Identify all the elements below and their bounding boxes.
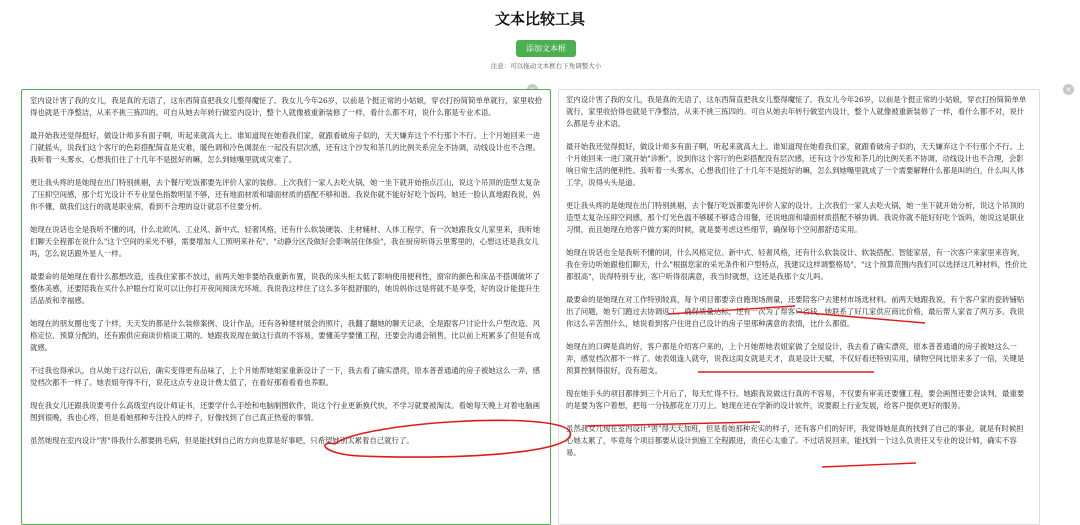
left-paragraph: 不过我也得承认，自从她干这行以后，确实变得更有品味了，上个月她帮她姐家重新设计了一下，我去看了确实漂亮，原本普普通通的房子被她这么一弄，感觉档次都不一样了。她表姐夸得不行，说花这点专业设计费太值了，在看好那看看看也养眼。: [30, 366, 540, 387]
text-panel-left[interactable]: [21, 89, 551, 525]
right-paragraph: 虽然我女儿现在室内设计"害"得天天加班，但是看她那种充实的样子，还有客户们的好评，我觉得她是真的找到了自己的事业，就是有时候担心她太累了，毕竟每个项目都要从设计到施工全程跟进，责任心太重了。不过话说回来，能找到一个这么负责任又专业的设计师，确实不容易。: [566, 424, 1024, 457]
close-right-panel-icon[interactable]: ×: [1063, 84, 1074, 95]
left-paragraph: 最开始我还觉得挺好，做设计师多有面子啊，听起来就高大上。谁知道现在她看我们家，就跟看破房子似的，天天嫌弃这个不行那个不行。上个月她回来一进门就摇头，说我们这个客厅的色彩搭配简直是灾难，暖色调和冷色调混在一起没有层次感，还有这个沙发和茶几的比例关系完全不协调，动线设计也不合理。我听着一头雾水，心想我们住了十几年不是挺好的嘛，怎么到她嘴里就成灾难了。: [30, 131, 540, 164]
left-paragraph: 现在我女儿还跟我说要考什么高级室内设计师证书，还要学什么手绘和电脑制图软件，说这个行业更新换代快，不学习就要被淘汰。看她每天晚上对着电脑画图到很晚，我也心疼，但是看她那种专注投入的样子，好像找到了自己真正热爱的事情。: [30, 401, 540, 422]
right-paragraph: 她现在说话也全是我听不懂的词，什么风格定位、新中式、轻奢风格，还有什么软装设计、软装搭配、智能家居，有一次客户来家里来咨询，我在旁边听她跟他们聊天，什么"根据您家的采光条件和户型特点，我建议这样调整格局"、"这个预算范围内我们可以选择这几种材料，性价比都很高"，说得特别专业，客户听得很满意，我当时就想，这还是我那个女儿吗。: [566, 248, 1028, 281]
right-paragraph: 更让我头疼的是她现在出门特别挑剔，去个餐厅吃饭都要先评价人家的设计。上次我们一家人去吃火锅，她一坐下就开始分析，说这个吊顶的造型太复杂压抑空间感，那个灯光色温不够暖不够适合用餐，还说地面和墙面材质搭配不够协调。我说你就不能好好吃个饭吗，她说这是职业习惯，而且她现在给客户做方案的时候，就是要考虑这些细节，确保每个空间都舒适实用。: [566, 201, 1025, 234]
right-paragraph: 现在她手头的项目都排到三个月后了，每天忙得不行。她跟我说做这行真的不容易，不仅要有审美还要懂工程，要会画图还要会谈判，最重要的是要为客户着想，把每一分钱都花在刀刃上。她现在还在学新的设计软件，说要跟上行业发展，给客户提供更好的服务。: [566, 389, 1025, 410]
left-paragraph: 室内设计害了我的女儿，我是真的无语了，这东西简直把我女儿整得魔怔了。我女儿今年26岁，以前是个挺正常的小姑娘，穿衣打扮简简单单就行，家里收拾得也就是干净整洁，从来不挑三拣四的。可自从她去年转行做室内设计，整个人就像被重新装修了一样，看什么都不对，说什么都是专业术语。: [30, 96, 542, 117]
left-paragraph: 最要命的是她现在看什么都想改造，连我住家都不放过，前两天她非要给我重新布置，说我的床头柜太低了影响使用便利性，窗帘的颜色和床品不搭调破坏了整体美感，还要陪我在买什么护眼台灯说可以让你打开夜间阅读光环境。我说我这样住了这么多年挺舒服的，她说妈你这是将就不是享受，好的设计能提升生活品质和幸福感。: [30, 272, 540, 305]
left-paragraph: 虽然她现在室内设计"害"得我什么都要挑毛病，但是能找到自己的方向也算是好事吧，只希望她别太累着自己就行了。: [30, 436, 414, 445]
add-textbox-button[interactable]: 添加文本框: [516, 40, 576, 57]
right-paragraph: 她现在的口碑是真的好，客户都是介绍客户来的，上个月她帮她表姐家做了全屋设计，我去看了确实漂亮，原本普普通通的房子被她这么一弄，感觉档次都不一样了。她表姐逢人就夸，说我这闺女就是天才，真是设计天赋，不仅好看还特别实用，储物空间比原来多了一倍，关键是预算控制得很好，没有超支。: [566, 342, 1025, 375]
left-paragraph: 她现在的朋友圈也变了个样，天天发的都是什么装修案例、设计作品，还有各种建材展会的照片，我翻了翻她的聊天记录，全是跟客户讨论什么户型改造、风格定位、预算分配的，还有跟供应商谈价格谈工期的。她跟我说现在做这行真的不容易，要懂美学要懂工程，还要会沟通会销售，比以前上班累多了但是有成就感。: [30, 319, 540, 352]
resize-hint: 注意：可以拖动文本框右下角调整大小: [490, 62, 602, 70]
left-paragraph: 更让我头疼的是她现在出门特别挑剔，去个餐厅吃饭都要先评价人家的装修。上次我们一家人去吃火锅，她一坐下就开始指点江山，说这个吊顶的造型太复杂了压抑空间感，那个灯光设计不专业显色指数明显不够，还有地面材质和墙面材质的搭配不够和谐。我说你就不能好好吃个饭吗，她还一脸认真地跟我说，妈你不懂，做我们这行的就是职业病，看到不合理的设计就忍不住要分析。: [30, 178, 540, 211]
text-panel-right[interactable]: [558, 89, 1040, 525]
text-panel-left-content[interactable]: [22, 90, 550, 447]
page-title: 文本比较工具: [494, 10, 585, 28]
text-panel-right-content[interactable]: [559, 90, 1039, 459]
right-paragraph: 最要命的是她现在对工作特别较真，每个项目都要亲自跑现场测量，还要陪客户去建材市场选材料。前两天她跟我说，有个客户家的瓷砖铺贴出了问题，她专门跑过去协调返工，确保质量达标，还有一次为了帮客户省钱，她联系了好几家供应商比价格，最后帮人家省了两万多。我说你这么辛苦图什么，她说看到客户住进自己设计的房子里那种满意的表情，比什么都值。: [566, 295, 1025, 328]
right-paragraph: 最开始我还觉得挺好，做设计师多有面子啊，听起来就高大上。谁知道现在她看我们家，就跟看破房子似的，天天嫌弃这个不行那个不行。上个月她回来一进门就开始"诊断"，说到你这个客厅的色彩搭配没有层次感，还有这个沙发和茶几的比例关系不协调，动线设计也不合理，会影响日常生活的便利性。我听着一头雾水，心想我们住了十几年不是挺好的嘛，怎么到她嘴里就成了一个需要解释什么都是叫的白，什么叫人体工学，说得头头是道。: [566, 142, 1025, 187]
right-paragraph: 室内设计害了我的女儿，我是真的无语了，这东西简直把我女儿整得魔怔了。我女儿今年26岁，以前是个挺正常的小姑娘，穿衣打扮简简单单就行，家里收拾得也就是干净整洁，从来不挑三拣四的。可自从她去年转行做室内设计，整个人就像被重新装修了一样，看什么都不对，说什么都是专业术语。: [566, 95, 1027, 128]
left-paragraph: 她现在说话也全是我听不懂的词，什么北欧风、工业风、新中式、轻奢风格，还有什么软装硬装、主材辅材、人体工程学，有一次她跟我女儿家里来，我听她们聊天全程都在说什么"这个空间的采光不够，需要增加人工照明来补充"、"动静分区没做好会影响居住体验"，我在厨房听得云里雾里的，心想这还是我女儿吗，怎么说话跟外星人一样。: [30, 225, 540, 258]
